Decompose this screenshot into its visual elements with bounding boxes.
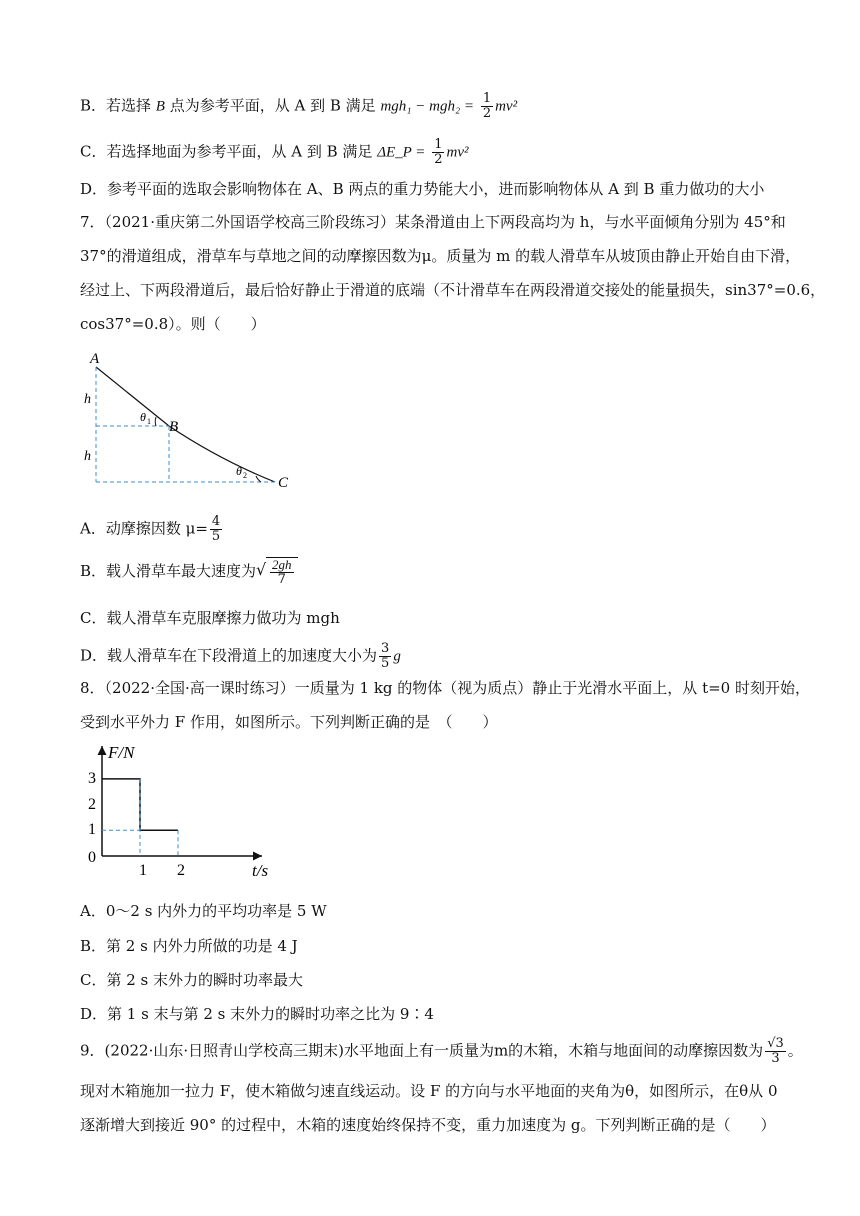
angle-theta1-label: θ [140,410,146,424]
text: B [155,98,165,115]
q6-option-c [80,138,780,167]
text: B．若选择 [80,96,156,115]
q6-option-b [80,92,780,121]
q9-stem-line2: 现对木箱施加一拉力 F，使木箱做匀速直线运动。设 F 的方向与水平地面的夹角为θ，如图所示，在θ从 0 [80,1082,778,1100]
q8-stem-line2: 受到水平外力 F 作用，如图所示。下列判断正确的是 （ ） [80,713,498,731]
y-tick-1: 1 [88,821,96,838]
fraction [210,515,222,544]
y-tick-2: 2 [88,796,96,813]
text: 9．(2022·山东·日照青山学校高三期末)水平地面上有一质量为m的木箱，木箱与地面间的动摩擦因数为 [80,1041,764,1060]
q7-stem-line2: 37°的滑道组成，滑草车与草地之间的动摩擦因数为μ。质量为 m 的载人滑草车从坡顶由静止开始自由下滑， [80,247,801,265]
q7-option-a [80,515,780,544]
q7-option-b [80,557,780,587]
height-label-upper: h [84,392,91,407]
text: g [393,648,401,665]
angle-theta2-sub: 2 [243,471,247,480]
force-time-chart [80,738,280,878]
sqrt: √ $\frac{2gh}{7}$ [256,557,298,587]
q8-stem-line1: 8．（2022·全国·高一课时练习）一质量为 1 kg 的物体（视为质点）静止于光滑水平面上，从 t=0 时刻开始， [80,679,810,697]
point-b-label: B [169,419,179,435]
denominator: 7 [277,572,286,587]
fraction [379,642,391,671]
text: 。 [787,1041,803,1060]
equation: mgh₁ − mgh₂ = [380,98,475,115]
angle-arc-1 [155,417,156,426]
angle-arc-2 [256,476,261,482]
q8-option-b: B．第 2 s 内外力所做的功是 4 J [80,937,298,955]
height-label-lower: h [84,449,91,464]
text: A．动摩擦因数 μ= [80,519,208,538]
q7-option-d [80,642,780,671]
q9-stem-line1 [80,1036,803,1066]
point-a-label: A [90,351,100,367]
point-c-label: C [278,475,289,490]
fraction: $\frac{1}{2}$ [434,137,443,167]
x-tick-1: 1 [139,862,147,878]
fraction [270,558,294,587]
text: D．载人滑草车在下段滑道上的加速度大小为 [80,646,378,665]
q8-option-a: A．0～2 s 内外力的平均功率是 5 W [80,902,327,920]
denominator: 5 [211,529,221,544]
numerator: 2gh [272,557,292,572]
q9-stem-line3: 逐渐增大到接近 90° 的过程中，木箱的速度始终保持不变，重力加速度为 g。下列判断正确的是（ ） [80,1116,776,1134]
y-axis-label: F/N [108,743,135,762]
q7-stem-line3: 经过上、下两段滑道后，最后恰好静止于滑道的底端（不计滑草车在两段滑道交接处的能量损失，sin37°=0.6， [80,281,826,299]
equation: ΔE_P = [377,144,426,161]
y-tick-3: 3 [88,770,96,787]
lower-slope-line [169,426,275,482]
fraction: $\frac{1}{2}$ [482,91,492,121]
numerator: √3 [767,1036,784,1051]
q8-option-c: C．第 2 s 末外力的瞬时功率最大 [80,971,304,989]
q8-option-d: D．第 1 s 末与第 2 s 末外力的瞬时功率之比为 9∶4 [80,1005,434,1023]
text: B．载人滑草车最大速度为 [80,562,257,580]
x-tick-2: 2 [177,862,185,878]
origin-label: 0 [88,849,96,866]
denominator: 5 [381,656,390,671]
fraction [765,1037,786,1066]
text: mv² [495,98,518,115]
slope-diagram [80,345,300,490]
text: mv² [446,144,469,161]
text: C．若选择地面为参考平面，从 A 到 B 满足 [80,142,378,161]
q6-option-d: D．参考平面的选取会影响物体在 A、B 两点的重力势能大小，进而影响物体从 A 到 B 重力做功的大小 [80,180,765,198]
q7-stem-line4: cos37°=0.8）。则（ ） [80,315,266,333]
upper-slope-line [96,367,169,426]
numerator: 3 [381,641,390,656]
q7-option-c: C．载人滑草车克服摩擦力做功为 mgh [80,609,340,627]
denominator: 3 [771,1051,780,1066]
angle-theta1-sub: 1 [147,417,151,426]
x-axis-label: t/s [252,861,269,878]
q7-stem-line1: 7．（2021·重庆第二外国语学校高三阶段练习）某条滑道由上下两段高均为 h，与水平面倾角分别为 45°和 [80,213,786,231]
angle-theta2-label: θ [236,464,242,478]
numerator: 4 [211,514,221,529]
text: 点为参考平面，从 A 到 B 满足 [164,96,381,115]
